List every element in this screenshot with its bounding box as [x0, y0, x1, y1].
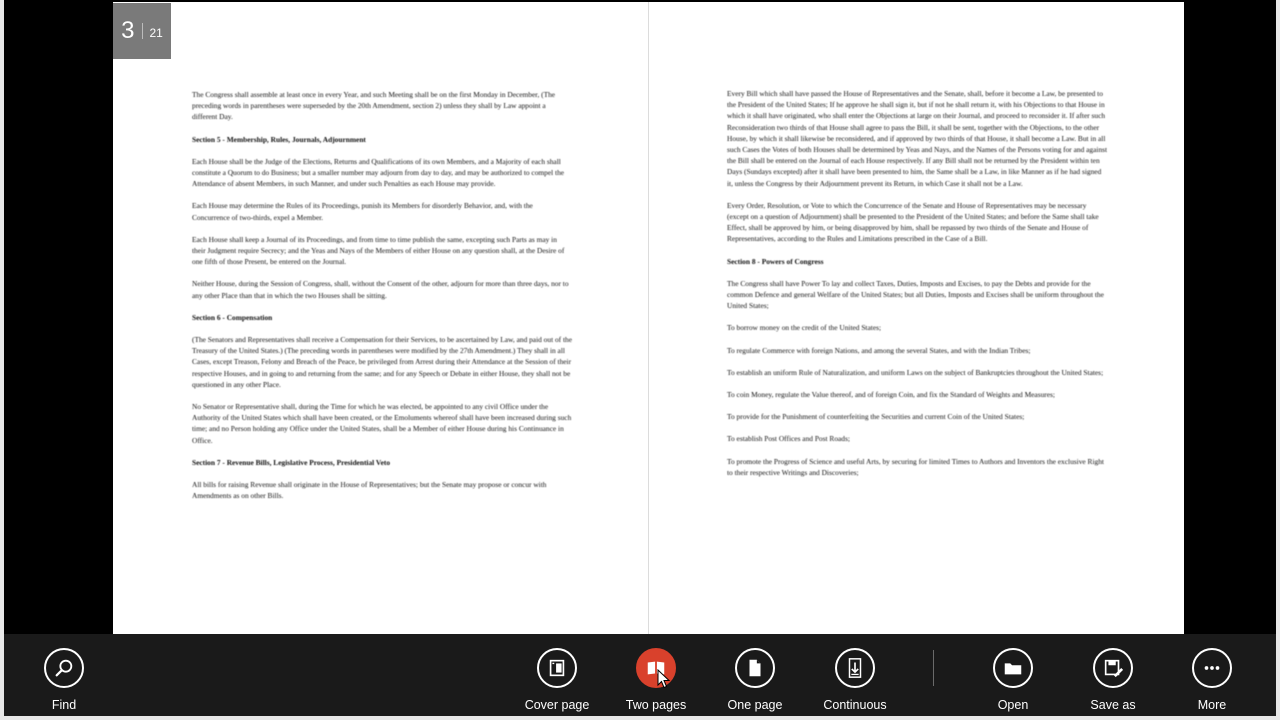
one-page-label: One page [727, 698, 783, 712]
page-text-left [192, 89, 572, 512]
find-label: Find [51, 698, 77, 712]
open-label: Open [997, 698, 1029, 712]
section-heading: Section 6 - Compensation [192, 312, 273, 322]
paragraph: The Congress shall assemble at least once in every Year, and such Meeting shall be on the first Monday in December, (The preceding words in parentheses were superseded by the 20th Amendment, section 2) unless they shall by Law appoint a different Day. [192, 90, 556, 122]
page-text-right [727, 88, 1109, 489]
window-border-right [1276, 0, 1280, 720]
paragraph: Each House shall keep a Journal of its Proceedings, and from time to time publish the same, excepting such Parts as may in their Judgment require Secrecy; and the Yeas and Nays of the Members of either House on any question shall, at the Desire of one fifth of those Present, be entered on the Journal. [192, 234, 565, 267]
two-pages-label: Two pages [625, 698, 687, 712]
paragraph: All bills for raising Revenue shall originate in the House of Representatives; but the Senate may propose or concur with Amendments as on other Bills. [192, 480, 547, 501]
open-button[interactable] [973, 648, 1053, 712]
paragraph: To regulate Commerce with foreign Nations, and among the several States, and with the Indian Tribes; [727, 345, 1031, 355]
paragraph: Each House shall be the Judge of the Elections, Returns and Qualifications of its own Members, and a Majority of each shall constitute a Quorum to do Business; but a smaller number may adjourn from day to day, and may be authorized to compel the Attendance of absent Members, in such Manner, and under such Penalties as each House may provide. [192, 156, 565, 189]
paragraph: To establish Post Offices and Post Roads; [727, 434, 850, 444]
paragraph: To promote the Progress of Science and useful Arts, by securing for limited Times to Authors and Inventors the exclusive Right to their respective Writings and Discoveries; [727, 456, 1104, 477]
appbar-divider [933, 650, 934, 686]
total-page-count: 21 [149, 26, 163, 40]
more-label: More [1197, 698, 1227, 712]
paragraph: Neither House, during the Session of Congress, shall, without the Consent of the other, adjourn for more than three days, nor to any other Place than that in which the two Houses shall be sitting. [192, 279, 569, 300]
two-page-spread[interactable] [113, 2, 1184, 634]
save-as-label: Save as [1090, 698, 1136, 712]
ellipsis-icon [1192, 648, 1232, 688]
paragraph: Each House may determine the Rules of its Proceedings, punish its Members for disorderly Behavior, and, with the Concurrence of two-thirds, expel a Member. [192, 201, 533, 222]
folder-icon [993, 648, 1033, 688]
paragraph: No Senator or Representative shall, during the Time for which he was elected, be appointed to any civil Office under the Authority of the United States which shall have been created, or the Emoluments whereof shall have been increased during such time; and no Person holding any Office under the United States, shall be a Member of either House during his Continuance in Office. [192, 402, 572, 445]
save-as-icon [1093, 648, 1133, 688]
one-page-button[interactable] [715, 648, 795, 712]
section-heading: Section 5 - Membership, Rules, Journals, Adjournment [192, 134, 366, 144]
page-counter-separator [142, 23, 143, 39]
paragraph: Every Order, Resolution, or Vote to which the Concurrence of the Senate and House of Representatives may be necessary (except on a question of Adjournment) shall be presented to the President of the United States; and before the Same shall take Effect, shall be approved by him, or being disapproved by him, shall be repassed by two thirds of the Senate and House of Representatives, according to the Rules and Limitations prescribed in the Case of a Bill. [727, 200, 1099, 244]
paragraph: To borrow money on the credit of the United States; [727, 323, 882, 333]
section-heading: Section 7 - Revenue Bills, Legislative Process, Presidential Veto [192, 457, 391, 467]
app-bar [4, 634, 1276, 716]
continuous-label: Continuous [823, 698, 887, 712]
section-heading: Section 8 - Powers of Congress [727, 256, 824, 266]
save-as-button[interactable] [1073, 648, 1153, 712]
document-page-left[interactable] [113, 2, 649, 634]
cover-page-icon [537, 648, 577, 688]
paragraph: (The Senators and Representatives shall receive a Compensation for their Services, to be ascertained by Law, and paid out of the Treasury of the United States.) (The preceding words in parentheses were modified by the 27th Amendment.) They shall in all Cases, except Treason, Felony and Breach of the Peace, be privileged from Arrest during their Attendance at the Session of their respective Houses, and in going to and returning from the same; and for any Speech or Debate in either House, they shall not be questioned in any other Place. [192, 335, 573, 389]
paragraph: To coin Money, regulate the Value thereof, and of foreign Coin, and fix the Standard of Weights and Measures; [727, 390, 1055, 400]
one-page-icon [735, 648, 775, 688]
current-page-number: 3 [121, 17, 135, 44]
paragraph: Every Bill which shall have passed the House of Representatives and the Senate, shall, before it become a Law, be presented to the President of the United States; If he approve he shall sign it, but if not he shall return it, with his Objections to that House in which it shall have originated, who shall enter the Objections at large on their Journal, and proceed to reconsider it. If after such Reconsideration two thirds of that House shall agree to pass the Bill, it shall be sent, together with the Objections, to the other House, by which it shall likewise be reconsidered, and if approved by two thirds of that House, it shall become a Law. But in all such Cases the Votes of both Houses shall be determined by Yeas and Nays, and the Names of the Persons voting for and against the Bill shall be entered on the Journal of each House respectively. If any Bill shall not be returned by the President within ten Days (Sundays excepted) after it shall have been presented to him, the Same shall be a Law, in like Manner as if he had signed it, unless the Congress by their Adjournment prevent its Return, in which Case it shall not be a Law. [727, 89, 1108, 188]
cover-page-label: Cover page [524, 698, 590, 712]
paragraph: The Congress shall have Power To lay and collect Taxes, Duties, Imposts and Excises, to pay the Debts and provide for the common Defence and general Welfare of the United States; but all Duties, Imposts and Excises shall be uniform throughout the United States; [727, 278, 1104, 311]
find-button[interactable] [24, 648, 104, 712]
cover-page-button[interactable] [517, 648, 597, 712]
document-page-right[interactable] [649, 2, 1184, 634]
paragraph: To establish an uniform Rule of Naturalization, and uniform Laws on the subject of Bankruptcies throughout the United States; [727, 367, 1104, 377]
more-button[interactable] [1172, 648, 1252, 712]
two-pages-button[interactable] [616, 648, 696, 712]
window-border-left [0, 0, 4, 720]
window-border-bottom [0, 716, 1280, 720]
continuous-icon [835, 648, 875, 688]
magnifier-icon [44, 648, 84, 688]
paragraph: To provide for the Punishment of counterfeiting the Securities and current Coin of the United States; [727, 412, 1025, 422]
page-counter [113, 3, 171, 59]
mouse-cursor-icon [657, 669, 671, 689]
continuous-button[interactable] [815, 648, 895, 712]
